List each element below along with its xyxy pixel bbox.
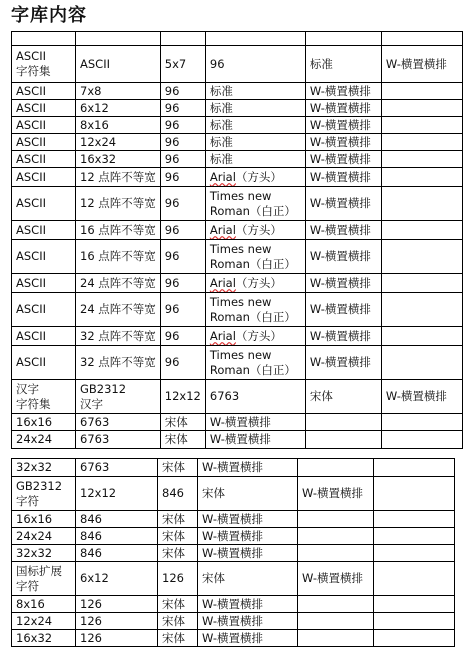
table-row [12, 431, 463, 449]
table-cell: W-横置横排 [198, 596, 298, 613]
table-cell: ASCII [12, 221, 76, 240]
table-cell [381, 327, 462, 346]
table-row [12, 187, 463, 221]
table-cell: 846 [76, 545, 158, 562]
table-cell [374, 630, 455, 647]
table-cell: 宋体 [158, 511, 198, 528]
table-cell: 96 [160, 187, 205, 221]
spellcheck-underline: Arial [209, 328, 236, 343]
table-row [12, 134, 463, 151]
table-cell: 12x24 [76, 134, 161, 151]
table-cell: 96 [160, 83, 205, 100]
table-cell: W-横置横排 [298, 562, 374, 596]
table-cell: 宋体 [158, 545, 198, 562]
table-cell: 24 点阵不等宽 [76, 293, 161, 327]
table-cell: 96 [160, 100, 205, 117]
table-cell: W-横置横排 [205, 414, 305, 431]
table-cell: 7x8 [76, 83, 161, 100]
table-row [12, 528, 455, 545]
table-cell [305, 431, 381, 449]
table-cell [374, 511, 455, 528]
table-cell: 宋体 [158, 459, 198, 477]
table-cell [305, 32, 381, 46]
table-row [12, 477, 455, 511]
table-cell: 96 [160, 151, 205, 168]
table-cell: W-横置横排 [305, 100, 381, 117]
spellcheck-underline: Arial [209, 222, 236, 237]
table-cell: 96 [160, 117, 205, 134]
table-cell: 宋体 [160, 414, 205, 431]
table-cell: 标准 [305, 46, 381, 83]
table-cell: 32x32 [12, 545, 76, 562]
table-cell: W-横置横排 [305, 83, 381, 100]
table-cell: ASCII [12, 168, 76, 187]
table-row [12, 100, 463, 117]
table-cell: 16x16 [12, 414, 76, 431]
table-cell: W-横置横排 [305, 274, 381, 293]
table-cell [381, 293, 462, 327]
table-cell: W-横置横排 [305, 151, 381, 168]
table-cell [205, 32, 305, 46]
table-cell [298, 528, 374, 545]
table-cell: 846 [76, 528, 158, 545]
table-row [12, 32, 463, 46]
table-row [12, 46, 463, 83]
table-cell: 标准 [205, 117, 305, 134]
table-cell: 6763 [76, 414, 161, 431]
table-cell: W-横置横排 [381, 46, 462, 83]
table-cell: GB2312 字符 [12, 477, 76, 511]
table-cell: 12 点阵不等宽 [76, 168, 161, 187]
table-cell [160, 32, 205, 46]
table-cell: W-横置横排 [305, 327, 381, 346]
table-cell: 96 [160, 134, 205, 151]
table-cell: 32 点阵不等宽 [76, 327, 161, 346]
font-table-primary [11, 31, 463, 449]
table-row [12, 83, 463, 100]
table-cell: 16x32 [76, 151, 161, 168]
table-row [12, 596, 455, 613]
table-cell: 24 点阵不等宽 [76, 274, 161, 293]
spellcheck-underline: Arial [209, 275, 236, 290]
table-row [12, 414, 463, 431]
table-row [12, 274, 463, 293]
table-cell: 96 [160, 293, 205, 327]
table-row [12, 630, 455, 647]
table-cell: 宋体 [305, 380, 381, 414]
table-cell: ASCII [12, 327, 76, 346]
table-cell [374, 596, 455, 613]
table-cell: 846 [76, 511, 158, 528]
table-row [12, 168, 463, 187]
table-cell: 126 [76, 613, 158, 630]
table-cell: W-横置横排 [305, 293, 381, 327]
table-cell: 126 [76, 596, 158, 613]
table-cell [381, 240, 462, 274]
table-cell: 16 点阵不等宽 [76, 240, 161, 274]
table-cell [12, 32, 76, 46]
table-cell: Arial（方头） [205, 274, 305, 293]
table-cell: 宋体 [198, 562, 298, 596]
table-cell: 16x16 [12, 511, 76, 528]
table-cell: 126 [76, 630, 158, 647]
table-cell: 宋体 [160, 431, 205, 449]
table-cell: ASCII [12, 346, 76, 380]
table-row [12, 380, 463, 414]
table-cell [298, 459, 374, 477]
table-cell: 96 [160, 346, 205, 380]
table-row [12, 221, 463, 240]
table-cell: W-横置横排 [198, 511, 298, 528]
table-cell: 6x12 [76, 100, 161, 117]
table-cell: ASCII 字符集 [12, 46, 76, 83]
table-cell: ASCII [76, 46, 161, 83]
page-title: 字库内容 [11, 5, 87, 26]
table-cell [381, 83, 462, 100]
table-cell: 12x12 [76, 477, 158, 511]
table-cell: 12x12 [160, 380, 205, 414]
table-cell: 宋体 [198, 477, 298, 511]
table-cell: 96 [160, 327, 205, 346]
table-cell [381, 274, 462, 293]
table-cell: W-横置横排 [305, 117, 381, 134]
table-cell [298, 630, 374, 647]
table-cell [381, 168, 462, 187]
table-cell: 32x32 [12, 459, 76, 477]
table-cell [305, 414, 381, 431]
table-cell: 宋体 [158, 630, 198, 647]
table-row [12, 545, 455, 562]
table-cell: Times new Roman（白正） [205, 240, 305, 274]
table-cell [381, 431, 462, 449]
table-cell [374, 477, 455, 511]
table-cell: 6763 [205, 380, 305, 414]
table-row [12, 511, 455, 528]
table-row [12, 293, 463, 327]
table-cell [298, 613, 374, 630]
table-cell [374, 528, 455, 545]
table-cell [374, 545, 455, 562]
table-cell: 6x12 [76, 562, 158, 596]
table-cell: 126 [158, 562, 198, 596]
table-cell: ASCII [12, 117, 76, 134]
table-cell: Times new Roman（白正） [205, 293, 305, 327]
table-cell: 6763 [76, 431, 161, 449]
font-table-secondary [11, 458, 455, 647]
table-cell: W-横置横排 [198, 459, 298, 477]
table-cell [381, 151, 462, 168]
table-cell: W-横置横排 [305, 221, 381, 240]
table-cell: 宋体 [158, 528, 198, 545]
table-cell: 标准 [205, 134, 305, 151]
table-cell: 16 点阵不等宽 [76, 221, 161, 240]
table-cell: 24x24 [12, 528, 76, 545]
table-cell [381, 187, 462, 221]
table-cell: 846 [158, 477, 198, 511]
table-row [12, 240, 463, 274]
table-cell [298, 596, 374, 613]
table-cell: ASCII [12, 100, 76, 117]
table-cell: W-横置横排 [198, 545, 298, 562]
table-cell: 宋体 [158, 596, 198, 613]
table-cell [381, 32, 462, 46]
table-cell: Arial（方头） [205, 327, 305, 346]
table-cell: 96 [160, 240, 205, 274]
table-row [12, 562, 455, 596]
table-cell [381, 221, 462, 240]
table-row [12, 327, 463, 346]
table-cell: 96 [160, 221, 205, 240]
table-cell: ASCII [12, 187, 76, 221]
table-cell: 12x24 [12, 613, 76, 630]
table-cell: 8x16 [12, 596, 76, 613]
table-cell: 6763 [76, 459, 158, 477]
table-row [12, 613, 455, 630]
table-row [12, 117, 463, 134]
table-cell: W-横置横排 [198, 613, 298, 630]
table-cell [76, 32, 161, 46]
table-row [12, 151, 463, 168]
table-cell: 32 点阵不等宽 [76, 346, 161, 380]
table-cell: ASCII [12, 293, 76, 327]
table-cell: 8x16 [76, 117, 161, 134]
table-cell [374, 613, 455, 630]
table-cell: 标准 [205, 83, 305, 100]
table-row [12, 459, 455, 477]
spellcheck-underline: Arial [209, 169, 236, 184]
table-cell: 国标扩展 字符 [12, 562, 76, 596]
table-cell [298, 511, 374, 528]
table-cell: ASCII [12, 151, 76, 168]
table-cell: 96 [160, 168, 205, 187]
table-cell: 汉字 字符集 [12, 380, 76, 414]
table-cell: Times new Roman（白正） [205, 346, 305, 380]
table-cell [381, 134, 462, 151]
table-cell [374, 459, 455, 477]
table-cell: ASCII [12, 83, 76, 100]
table-cell: ASCII [12, 274, 76, 293]
table-cell: ASCII [12, 134, 76, 151]
table-cell [381, 346, 462, 380]
table-cell: W-横置横排 [305, 187, 381, 221]
table-cell: 16x32 [12, 630, 76, 647]
table-cell: W-横置横排 [198, 528, 298, 545]
table-cell: Arial（方头） [205, 221, 305, 240]
table-cell: W-横置横排 [305, 168, 381, 187]
table-cell [381, 100, 462, 117]
table-row [12, 346, 463, 380]
table-cell: W-横置横排 [381, 380, 462, 414]
table-cell: 宋体 [158, 613, 198, 630]
table-cell: W-横置横排 [305, 134, 381, 151]
table-cell [374, 562, 455, 596]
table-cell: W-横置横排 [205, 431, 305, 449]
table-cell [381, 117, 462, 134]
table-cell [381, 414, 462, 431]
table-cell: 24x24 [12, 431, 76, 449]
table-cell: 96 [205, 46, 305, 83]
table-cell: 12 点阵不等宽 [76, 187, 161, 221]
table-cell: 96 [160, 274, 205, 293]
table-cell: W-横置横排 [305, 240, 381, 274]
table-cell: 标准 [205, 100, 305, 117]
table-cell: W-横置横排 [198, 630, 298, 647]
table-cell: 标准 [205, 151, 305, 168]
table-cell: Times new Roman（白正） [205, 187, 305, 221]
table-cell: 5x7 [160, 46, 205, 83]
table-cell: ASCII [12, 240, 76, 274]
table-cell: GB2312 汉字 [76, 380, 161, 414]
table-cell: W-横置横排 [305, 346, 381, 380]
table-cell [298, 545, 374, 562]
table-cell: Arial（方头） [205, 168, 305, 187]
table-cell: W-横置横排 [298, 477, 374, 511]
